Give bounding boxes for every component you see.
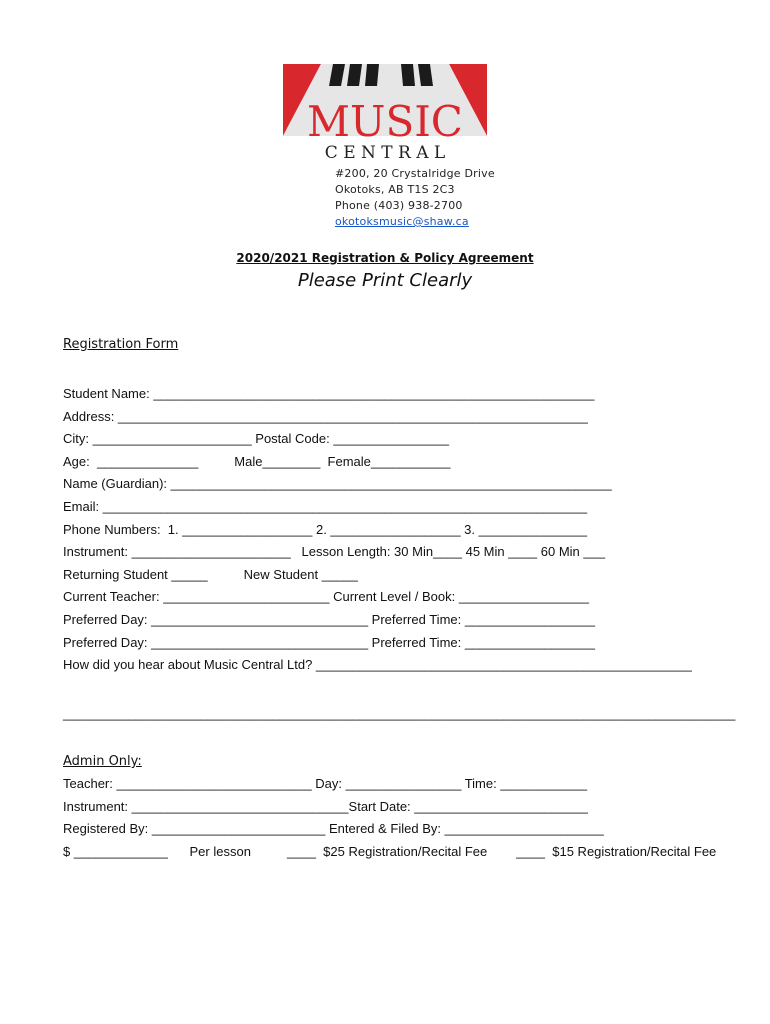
section-divider: _____________________________________________________________________________________________: [63, 706, 736, 721]
logo-word-central: C E N T R A L: [324, 143, 446, 160]
registration-field-line[interactable]: Returning Student _____ New Student _____: [63, 566, 358, 582]
registration-field-line[interactable]: City: ______________________ Postal Code: ________________: [63, 431, 450, 447]
registration-field-line[interactable]: Current Teacher: _______________________ Current Level / Book: __________________: [63, 589, 589, 605]
music-central-logo: [283, 64, 487, 160]
registration-field-line[interactable]: Preferred Day: ______________________________ Preferred Time: __________________: [63, 634, 595, 650]
document-title: 2020/2021 Registration & Policy Agreement: [236, 251, 534, 265]
registration-field-line[interactable]: Preferred Day: ______________________________ Preferred Time: __________________: [63, 612, 595, 627]
registration-field-line[interactable]: Student Name: _____________________________________________________________: [63, 386, 595, 401]
admin-field-line[interactable]: Instrument: ______________________________Start Date: ________________________: [63, 798, 588, 814]
registration-field-line[interactable]: Email: ___________________________________________________________________: [63, 499, 588, 514]
registration-field-line[interactable]: Age: ______________ Male________ Female___________: [63, 453, 451, 469]
address-phone: Phone (403) 938-2700: [335, 199, 463, 212]
print-clearly-subtitle: Please Print Clearly: [297, 270, 473, 291]
registration-form-heading: Registration Form: [63, 337, 179, 352]
registration-field-line[interactable]: How did you hear about Music Central Ltd? ____________________________________________________: [63, 657, 692, 673]
admin-field-line[interactable]: $ _____________ Per lesson ____ $25 Registration/Recital Fee ____ $15 Registration/Recital Fee: [63, 843, 717, 859]
registration-field-line[interactable]: Instrument: ______________________ Lesson Length: 30 Min____ 45 Min ____ 60 Min ___: [63, 544, 606, 560]
address-email-link[interactable]: okotoksmusic@shaw.ca: [335, 215, 469, 228]
address-street: #200, 20 Crystalridge Drive: [335, 167, 495, 180]
registration-field-line[interactable]: Address: _________________________________________________________________: [63, 408, 588, 424]
registration-field-line[interactable]: Name (Guardian): _____________________________________________________________: [63, 476, 612, 492]
logo-word-music: MUSIC: [307, 97, 463, 146]
address-city: Okotoks, AB T1S 2C3: [335, 183, 455, 196]
registration-field-line[interactable]: Phone Numbers: 1. __________________ 2. __________________ 3. _______________: [63, 521, 588, 537]
admin-only-heading: Admin Only:: [63, 754, 142, 769]
admin-field-line[interactable]: Registered By: ________________________ Entered & Filed By: ______________________: [63, 821, 604, 837]
admin-field-line[interactable]: Teacher: ___________________________ Day: ________________ Time: ____________: [63, 776, 588, 791]
